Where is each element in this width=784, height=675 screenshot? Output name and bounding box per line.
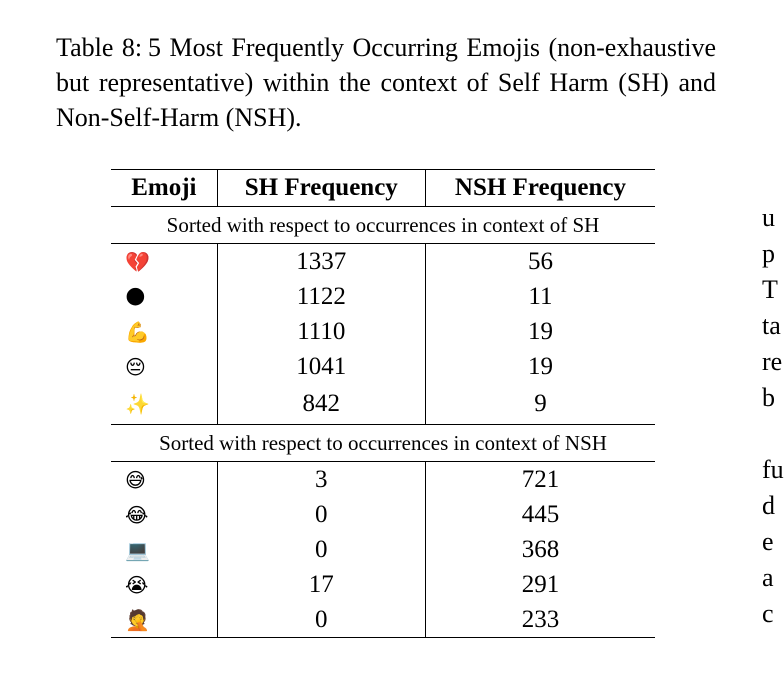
side-text-line: a bbox=[762, 563, 774, 592]
header-emoji: Emoji bbox=[111, 170, 217, 207]
sh-frequency-cell: 1110 bbox=[217, 314, 425, 349]
table-caption bbox=[56, 30, 716, 135]
tears-of-joy-icon: 😂 bbox=[111, 497, 217, 532]
table-row bbox=[111, 349, 655, 384]
caption-text: 5 Most Frequently Occurring Emojis (non-exhaustive but representative) within the context of Self Harm (SH) and Non-Self-Harm (NSH). bbox=[56, 33, 716, 132]
table-row bbox=[111, 279, 655, 314]
nsh-frequency-cell: 19 bbox=[527, 352, 553, 380]
nsh-frequency-cell: 56 bbox=[527, 247, 553, 275]
side-text-line: T bbox=[762, 275, 778, 304]
side-text-line: c bbox=[762, 599, 774, 628]
nsh-frequency-cell: 291 bbox=[521, 570, 560, 598]
table-row bbox=[111, 314, 655, 349]
sh-frequency-cell: 0 bbox=[217, 602, 425, 638]
sh-frequency-cell: 0 bbox=[217, 497, 425, 532]
table-row bbox=[111, 244, 655, 280]
broken-heart-icon: 💔 bbox=[111, 244, 217, 280]
section-header-row bbox=[111, 207, 655, 244]
sh-frequency-cell: 1337 bbox=[217, 244, 425, 280]
table-row bbox=[111, 567, 655, 602]
table-row bbox=[111, 602, 655, 638]
section-header-row bbox=[111, 425, 655, 462]
facepalm-icon: 🤦 bbox=[111, 602, 217, 638]
side-text-line: fu bbox=[762, 455, 784, 484]
sh-frequency-cell: 3 bbox=[217, 462, 425, 498]
new-moon-icon: 🌑 bbox=[111, 279, 217, 314]
side-text-line: b bbox=[762, 383, 775, 412]
sparkles-icon: ✨ bbox=[111, 384, 217, 425]
side-text-line: re bbox=[762, 347, 783, 376]
nsh-frequency-cell: 445 bbox=[521, 500, 560, 528]
nsh-frequency-cell: 9 bbox=[425, 384, 655, 425]
pensive-face-icon: 😔 bbox=[111, 349, 217, 384]
adjacent-column-text-fragment bbox=[762, 200, 784, 632]
sh-frequency-cell: 1122 bbox=[217, 279, 425, 314]
table-row bbox=[111, 532, 655, 567]
table-row bbox=[111, 497, 655, 532]
sh-frequency-cell: 17 bbox=[217, 567, 425, 602]
section-title: Sorted with respect to occurrences in context of NSH bbox=[111, 425, 655, 462]
table-row bbox=[111, 384, 655, 425]
sh-frequency-cell: 1041 bbox=[217, 349, 425, 384]
header-nsh-frequency: NSH Frequency bbox=[425, 170, 655, 207]
sh-frequency-cell: 0 bbox=[217, 532, 425, 567]
sweat-smile-icon: 😅 bbox=[111, 462, 217, 498]
paragraph-gap bbox=[762, 416, 784, 452]
flexed-biceps-icon: 💪 bbox=[111, 314, 217, 349]
nsh-frequency-cell: 233 bbox=[425, 602, 655, 638]
side-text-line: p bbox=[762, 239, 775, 268]
nsh-frequency-cell: 11 bbox=[528, 282, 553, 310]
side-text-line: u bbox=[762, 203, 775, 232]
sh-frequency-cell: 842 bbox=[217, 384, 425, 425]
side-text-line: e bbox=[762, 527, 774, 556]
nsh-frequency-cell: 368 bbox=[521, 535, 560, 563]
header-sh-frequency: SH Frequency bbox=[217, 170, 425, 207]
table-row bbox=[111, 462, 655, 498]
nsh-frequency-cell: 19 bbox=[527, 317, 553, 345]
emoji-frequency-table bbox=[111, 169, 655, 638]
section-title: Sorted with respect to occurrences in context of SH bbox=[111, 207, 655, 244]
loudly-crying-face-icon: 😭 bbox=[111, 567, 217, 602]
nsh-frequency-cell: 721 bbox=[521, 465, 560, 493]
caption-label: Table 8: bbox=[56, 33, 143, 62]
side-text-line: ta bbox=[762, 311, 781, 340]
table-header-row bbox=[111, 170, 655, 207]
side-text-line: d bbox=[762, 491, 775, 520]
laptop-icon: 💻 bbox=[111, 532, 217, 567]
